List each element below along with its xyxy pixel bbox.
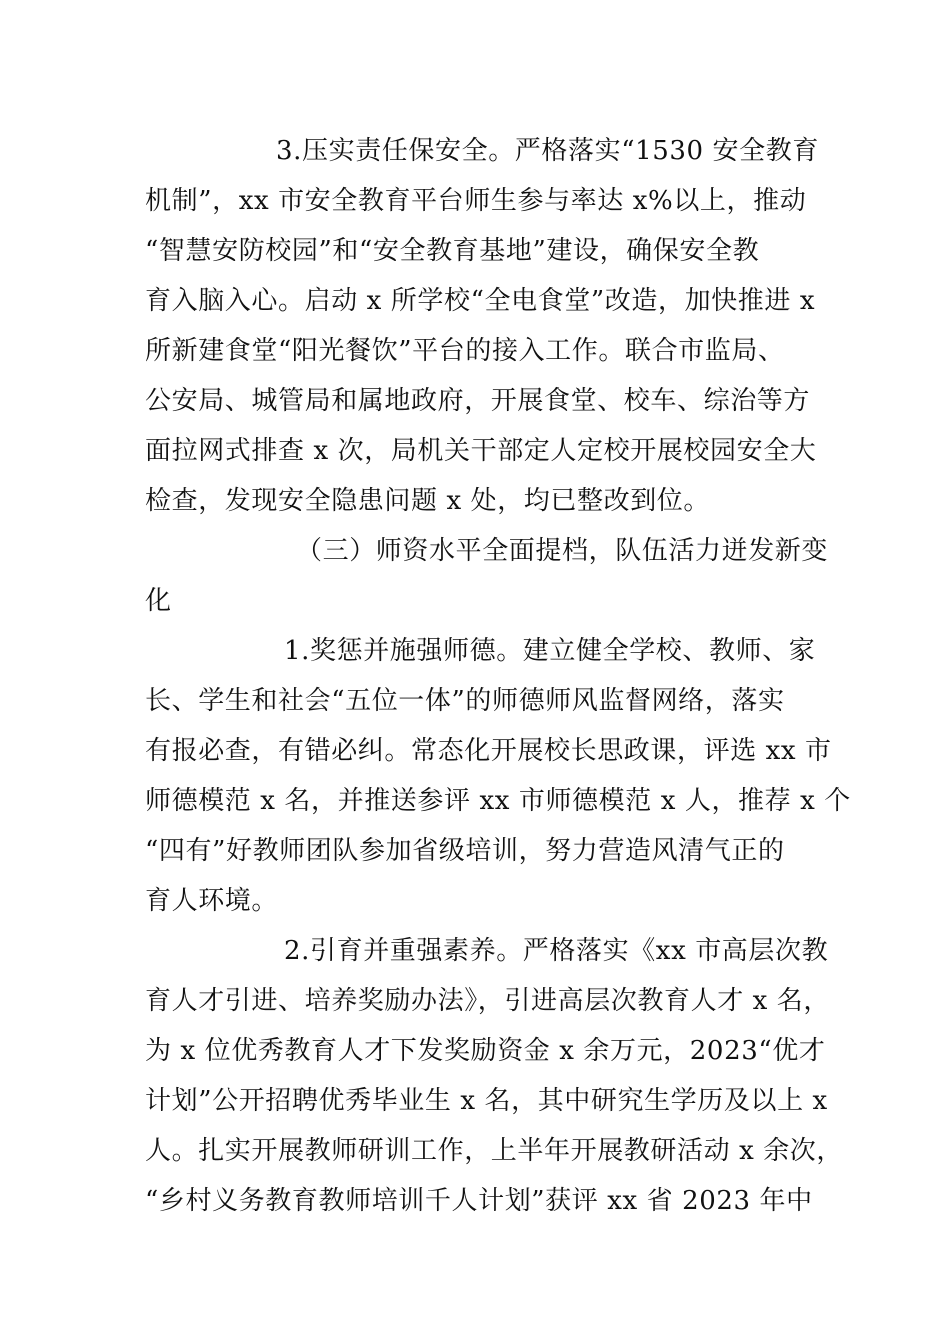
text-line: 2.引育并重强素养。严格落实《xx 市高层次教 bbox=[284, 936, 829, 966]
text-line: 为 x 位优秀教育人才下发奖励资金 x 余万元，2023“优才 bbox=[145, 1036, 826, 1066]
text-line: 所新建食堂“阳光餐饮”平台的接入工作。联合市监局、 bbox=[145, 336, 785, 366]
text-line: 3.压实责任保安全。严格落实“1530 安全教育 bbox=[276, 136, 819, 166]
text-line: “智慧安防校园”和“安全教育基地”建设，确保安全教 bbox=[145, 236, 760, 266]
section-heading-continued: 化 bbox=[145, 586, 172, 616]
text-line: 计划”公开招聘优秀毕业生 x 名，其中研究生学历及以上 x bbox=[145, 1086, 828, 1116]
text-line: 面拉网式排查 x 次，局机关干部定人定校开展校园安全大 bbox=[145, 436, 817, 466]
text-line: 公安局、城管局和属地政府，开展食堂、校车、综治等方 bbox=[145, 386, 811, 416]
section-heading: （三）师资水平全面提档，队伍活力迸发新变 bbox=[296, 536, 829, 566]
text-line: 有报必查，有错必纠。常态化开展校长思政课，评选 xx 市 bbox=[145, 736, 832, 766]
text-line: “四有”好教师团队参加省级培训，努力营造风清气正的 bbox=[145, 836, 785, 866]
text-line: 1.奖惩并施强师德。建立健全学校、教师、家 bbox=[284, 636, 816, 666]
text-line: 育人才引进、培养奖励办法》，引进高层次教育人才 x 名， bbox=[145, 986, 830, 1016]
text-line: “乡村义务教育教师培训千人计划”获评 xx 省 2023 年中 bbox=[145, 1186, 813, 1216]
text-line: 检查，发现安全隐患问题 x 处，均已整改到位。 bbox=[145, 486, 710, 516]
text-line: 长、学生和社会“五位一体”的师德师风监督网络，落实 bbox=[145, 686, 785, 716]
text-line: 人。扎实开展教师研训工作，上半年开展教研活动 x 余次， bbox=[145, 1136, 843, 1166]
text-line: 机制”，xx 市安全教育平台师生参与率达 x%以上，推动 bbox=[145, 186, 807, 216]
text-line: 育人环境。 bbox=[145, 886, 279, 916]
text-line: 师德模范 x 名，并推送参评 xx 市师德模范 x 人，推荐 x 个 bbox=[145, 786, 851, 816]
text-line: 育入脑入心。启动 x 所学校“全电食堂”改造，加快推进 x bbox=[145, 286, 816, 316]
